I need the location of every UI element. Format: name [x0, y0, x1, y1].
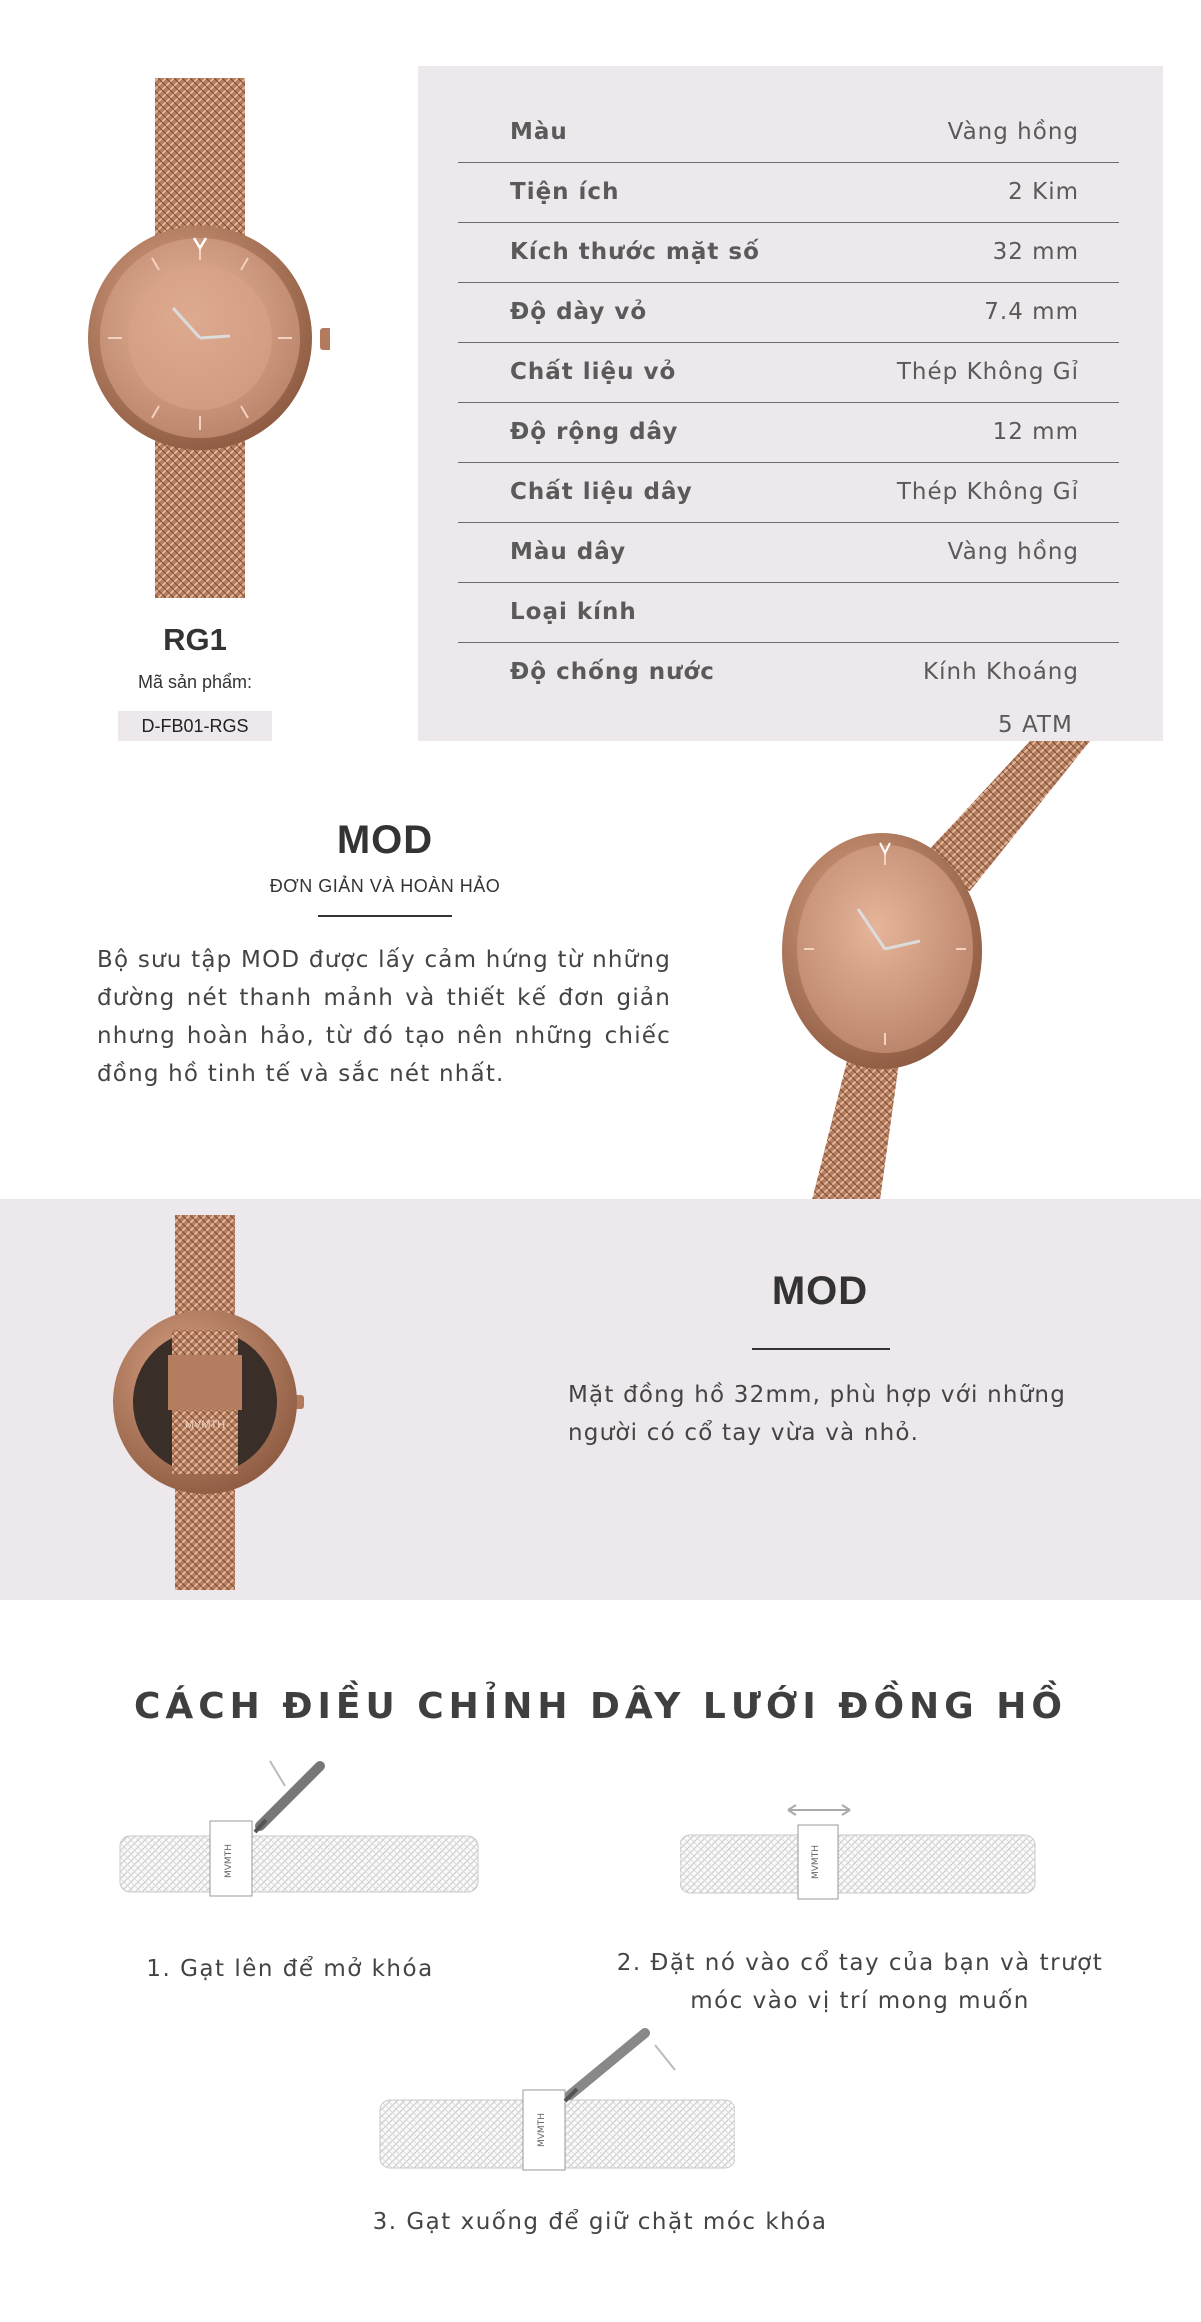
- step-3-text: 3. Gạt xuống để giữ chặt móc khóa: [372, 2209, 828, 2235]
- spec-value: 2 Kim: [1008, 179, 1079, 205]
- sku-badge: D-FB01-RGS: [118, 711, 272, 741]
- collection-subtitle: ĐƠN GIẢN VÀ HOÀN HẢO: [269, 876, 501, 896]
- spec-label: Độ chống nước: [510, 659, 715, 685]
- spec-value: 32 mm: [992, 239, 1079, 265]
- sku-label: Mã sản phẩm:: [137, 672, 253, 692]
- spec-label: Độ dày vỏ: [510, 299, 648, 325]
- spec-value: Thép Không Gỉ: [896, 359, 1079, 385]
- spec-row: [458, 342, 1119, 403]
- spec-row: [458, 222, 1119, 283]
- spec-label: Chất liệu vỏ: [510, 359, 677, 385]
- size-divider: [752, 1348, 890, 1350]
- spec-row: [458, 282, 1119, 343]
- clasp-logo: MVMTH: [537, 2113, 547, 2147]
- step-2-text-line2: móc vào vị trí mong muốn: [690, 1988, 1030, 2014]
- spec-value: Thép Không Gỉ: [896, 479, 1079, 505]
- clasp-logo: MVMTH: [224, 1844, 234, 1878]
- spec-value: Vàng hồng: [947, 539, 1079, 565]
- spec-value: Kính Khoáng: [923, 659, 1079, 685]
- collection-title: MOD: [336, 818, 434, 862]
- spec-value: Vàng hồng: [947, 119, 1079, 145]
- spec-label: Độ rộng dây: [510, 419, 679, 445]
- collection-description: Bộ sưu tập MOD được lấy cảm hứng từ những đường nét thanh mảnh và thiết kế đơn giản nhưng hoàn hảo, từ đó tạo nên những chiếc đồng hồ tinh tế và sắc nét nhất.: [97, 947, 671, 1087]
- step-2-text: 2. Đặt nó vào cổ tay của bạn và trượt: [616, 1950, 1104, 1976]
- product-watch-image: [70, 78, 330, 598]
- step-1-text: 1. Gạt lên để mở khóa: [146, 1956, 434, 1982]
- spec-row: [458, 522, 1119, 583]
- clasp-logo: MVMTH: [811, 1845, 821, 1879]
- product-model: RG1: [163, 622, 227, 657]
- case-logo: MVMTH: [184, 1419, 226, 1431]
- spec-label: Kích thước mặt số: [510, 239, 760, 265]
- watch-back-image: [110, 1215, 310, 1590]
- spec-row: [458, 162, 1119, 223]
- spec-row: [458, 462, 1119, 523]
- collection-divider: [318, 915, 452, 917]
- spec-value: 12 mm: [992, 419, 1079, 445]
- spec-row: [458, 642, 1119, 702]
- spec-row: [458, 402, 1119, 463]
- spec-label: Màu dây: [510, 539, 627, 565]
- step2-illustration: [680, 1800, 1040, 1900]
- spec-label: Chất liệu dây: [510, 479, 693, 505]
- spec-value: 7.4 mm: [984, 299, 1079, 325]
- spec-overflow-value: 5 ATM: [998, 712, 1073, 738]
- spec-label: Tiện ích: [510, 179, 620, 205]
- size-title: MOD: [771, 1269, 869, 1313]
- guide-title: CÁCH ĐIỀU CHỈNH DÂY LƯỚI ĐỒNG HỒ: [133, 1686, 1067, 1727]
- spec-label: Màu: [510, 119, 568, 145]
- angled-watch-image: [780, 741, 1110, 1200]
- size-description: Mặt đồng hồ 32mm, phù hợp với những người có cổ tay vừa và nhỏ.: [568, 1382, 1067, 1446]
- step3-illustration: [375, 2025, 735, 2175]
- step1-illustration: [110, 1756, 480, 1906]
- spec-table: [418, 66, 1163, 741]
- spec-row: [458, 102, 1119, 163]
- spec-label: Loại kính: [510, 599, 637, 625]
- spec-row: [458, 582, 1119, 643]
